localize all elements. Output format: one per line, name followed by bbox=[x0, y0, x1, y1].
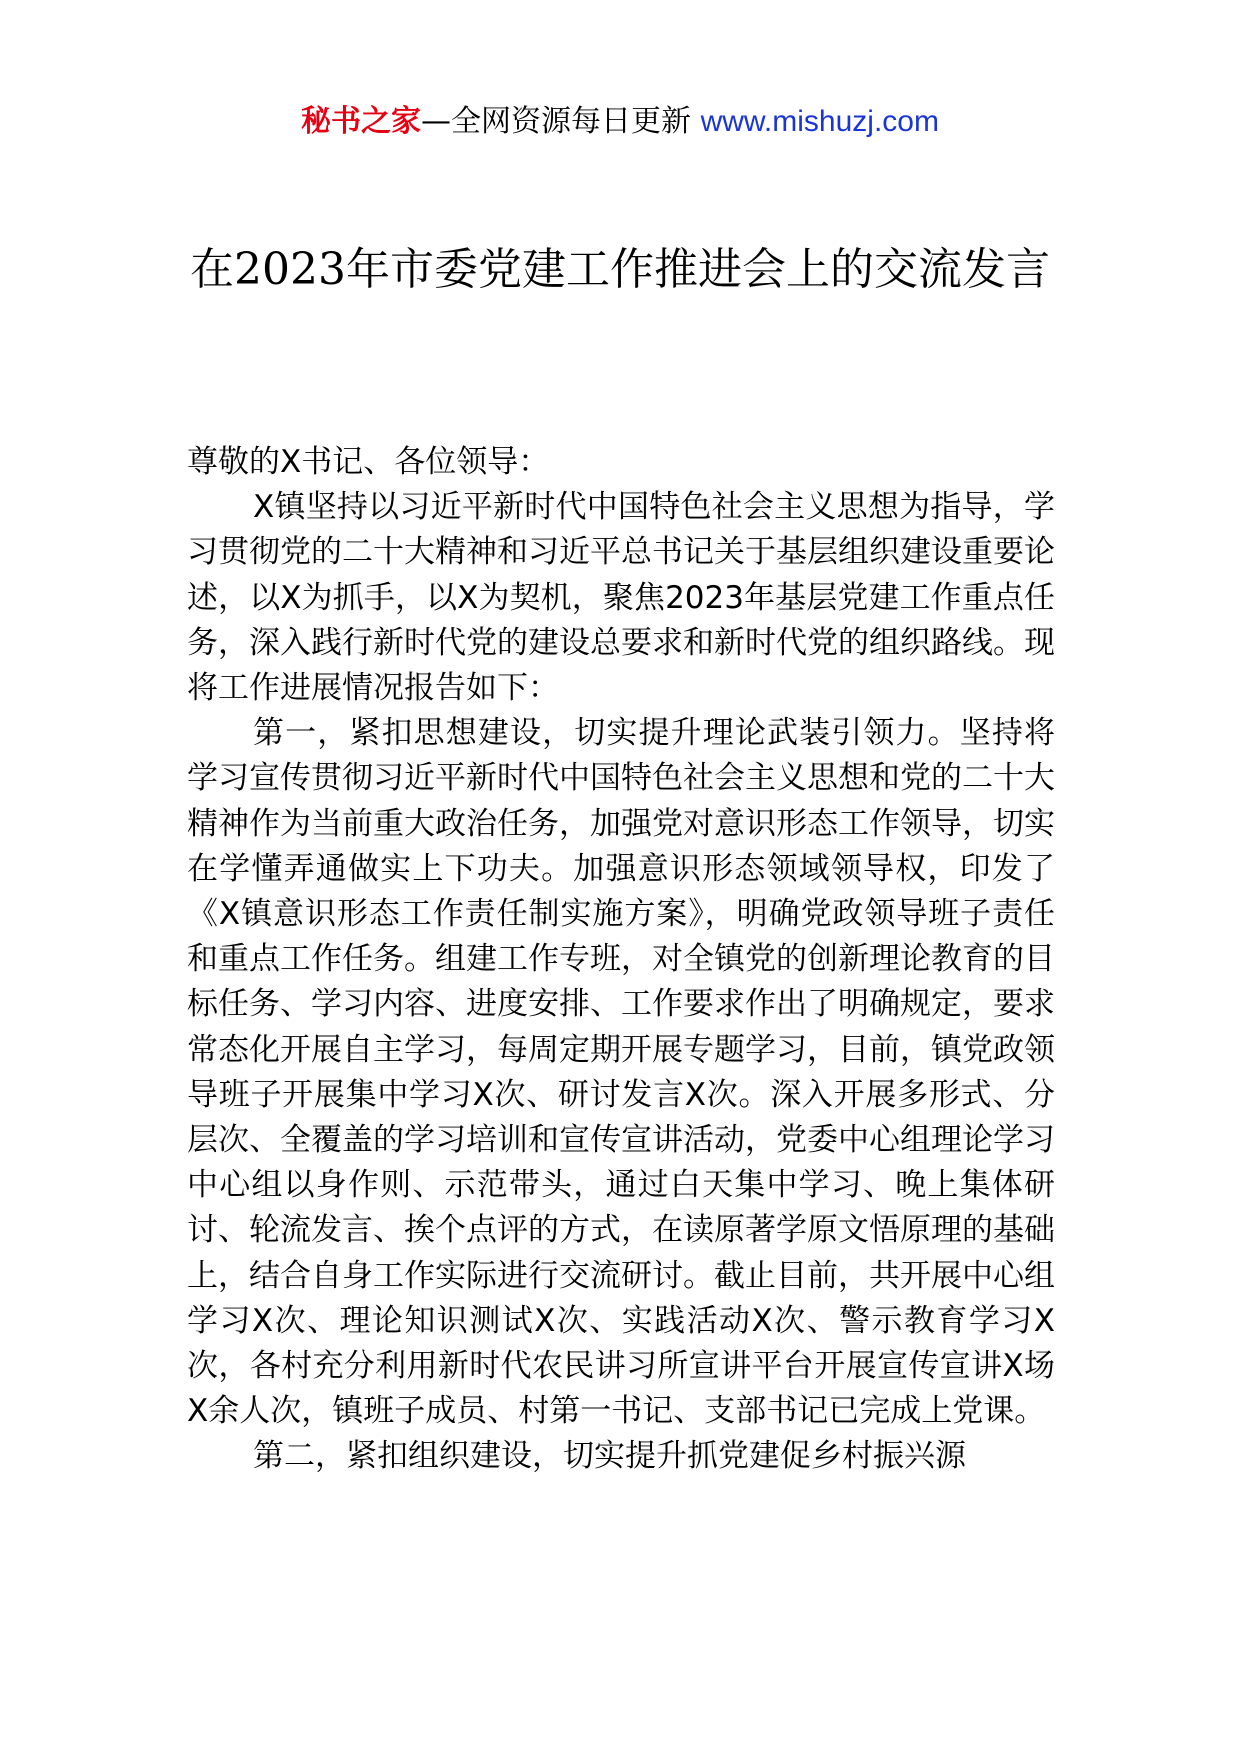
site-header bbox=[0, 100, 1240, 144]
document-body bbox=[187, 440, 1055, 1480]
site-url[interactable]: www.mishuzj.com bbox=[700, 105, 939, 138]
paragraph-section-one: 第一，紧扣思想建设，切实提升理论武装引领力。坚持将学习宣传贯彻习近平新时代中国特色社会主义思想和党的二十大精神作为当前重大政治任务，加强党对意识形态工作领导，切实在学懂弄通做实上下功夫。加强意识形态领域领导权，印发了《X镇意识形态工作责任制实施方案》，明确党政领导班子责任和重点工作任务。组建工作专班，对全镇党的创新理论教育的目标任务、学习内容、进度安排、工作要求作出了明确规定，要求常态化开展自主学习，每周定期开展专题学习，目前，镇党政领导班子开展集中学习X次、研讨发言X次。深入开展多形式、分层次、全覆盖的学习培训和宣传宣讲活动，党委中心组理论学习中心组以身作则、示范带头，通过白天集中学习、晚上集体研讨、轮流发言、挨个点评的方式，在读原著学原文悟原理的基础上，结合自身工作实际进行交流研讨。截止目前，共开展中心组学习X次、理论知识测试X次、实践活动X次、警示教育学习X次，各村充分利用新时代农民讲习所宣讲平台开展宣传宣讲X场X余人次，镇班子成员、村第一书记、支部书记已完成上党课。 bbox=[187, 715, 1055, 1430]
paragraph-section-two: 第二，紧扣组织建设，切实提升抓党建促乡村振兴源 bbox=[253, 1438, 966, 1475]
document-title: 在2023年市委党建工作推进会上的交流发言 bbox=[190, 244, 1050, 295]
salutation: 尊敬的X书记、各位领导： bbox=[187, 444, 550, 480]
brand-name: 秘书之家 bbox=[301, 104, 422, 139]
header-tagline: —全网资源每日更新 bbox=[421, 104, 701, 139]
paragraph-intro: X镇坚持以习近平新时代中国特色社会主义思想为指导，学习贯彻党的二十大精神和习近平总书记关于基层组织建设重要论述，以X为抓手，以X为契机，聚焦2023年基层党建工作重点任务，深入践行新时代党的建设总要求和新时代党的组织路线。现将工作进展情况报告如下： bbox=[187, 489, 1055, 707]
